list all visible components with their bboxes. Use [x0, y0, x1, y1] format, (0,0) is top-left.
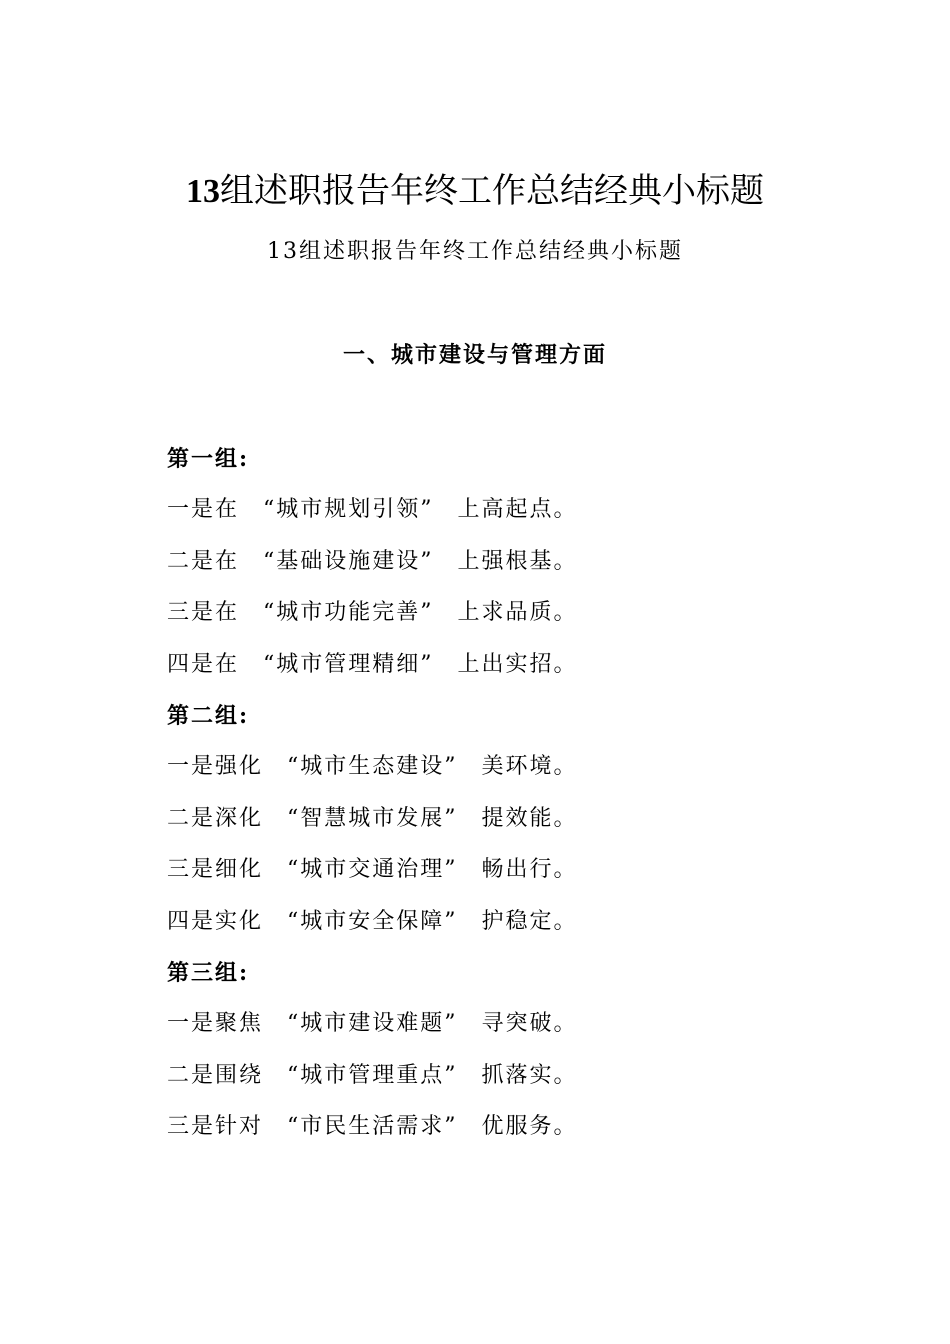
item-quote: “城市管理重点” — [287, 1062, 458, 1088]
list-item — [167, 1003, 867, 1054]
group-label: 第三组: — [167, 959, 250, 986]
item-suffix: 抓落实。 — [481, 1062, 578, 1088]
item-suffix: 优服务。 — [481, 1114, 578, 1140]
item-suffix: 上出实招。 — [457, 651, 578, 677]
item-prefix: 一是聚焦 — [167, 1011, 264, 1037]
document-body — [167, 438, 867, 1157]
list-item — [167, 1106, 867, 1157]
item-prefix: 四是实化 — [167, 908, 264, 934]
item-prefix: 二是围绕 — [167, 1062, 264, 1088]
item-suffix: 护稳定。 — [481, 908, 578, 934]
item-suffix: 上强根基。 — [457, 548, 578, 574]
item-quote: “城市规划引领” — [263, 497, 434, 523]
list-item — [167, 746, 867, 797]
item-suffix: 提效能。 — [481, 805, 578, 831]
item-prefix: 一是强化 — [167, 754, 264, 780]
list-item — [167, 541, 867, 592]
item-suffix: 上高起点。 — [457, 497, 578, 523]
item-prefix: 三是针对 — [167, 1114, 264, 1140]
item-prefix: 三是细化 — [167, 857, 264, 883]
section-heading: 一、城市建设与管理方面 — [342, 342, 607, 368]
item-quote: “城市建设难题” — [287, 1011, 458, 1037]
item-quote: “城市功能完善” — [263, 600, 434, 626]
item-quote: “城市生态建设” — [287, 754, 458, 780]
item-prefix: 一是在 — [167, 497, 240, 523]
list-item — [167, 592, 867, 643]
list-item — [167, 1055, 867, 1106]
item-quote: “智慧城市发展” — [287, 805, 458, 831]
item-suffix: 畅出行。 — [481, 857, 578, 883]
document-subtitle: 13组述职报告年终工作总结经典小标题 — [267, 239, 683, 264]
list-item — [167, 901, 867, 952]
item-quote: “市民生活需求” — [287, 1114, 458, 1140]
title-text: 组述职报告年终工作总结经典小标题 — [220, 171, 764, 211]
document-title — [0, 166, 950, 217]
item-prefix: 三是在 — [167, 600, 240, 626]
item-quote: “城市安全保障” — [287, 908, 458, 934]
item-quote: “城市交通治理” — [287, 857, 458, 883]
title-number: 13 — [186, 173, 220, 210]
item-quote: “基础设施建设” — [263, 548, 434, 574]
list-item — [167, 644, 867, 695]
item-suffix: 上求品质。 — [457, 600, 578, 626]
item-suffix: 寻突破。 — [481, 1011, 578, 1037]
item-quote: “城市管理精细” — [263, 651, 434, 677]
list-item — [167, 849, 867, 900]
item-prefix: 二是在 — [167, 548, 240, 574]
item-prefix: 四是在 — [167, 651, 240, 677]
list-item — [167, 489, 867, 540]
group-label: 第二组: — [167, 702, 250, 729]
group-label: 第一组: — [167, 446, 250, 472]
item-suffix: 美环境。 — [481, 754, 578, 780]
list-item — [167, 798, 867, 849]
item-prefix: 二是深化 — [167, 805, 264, 831]
